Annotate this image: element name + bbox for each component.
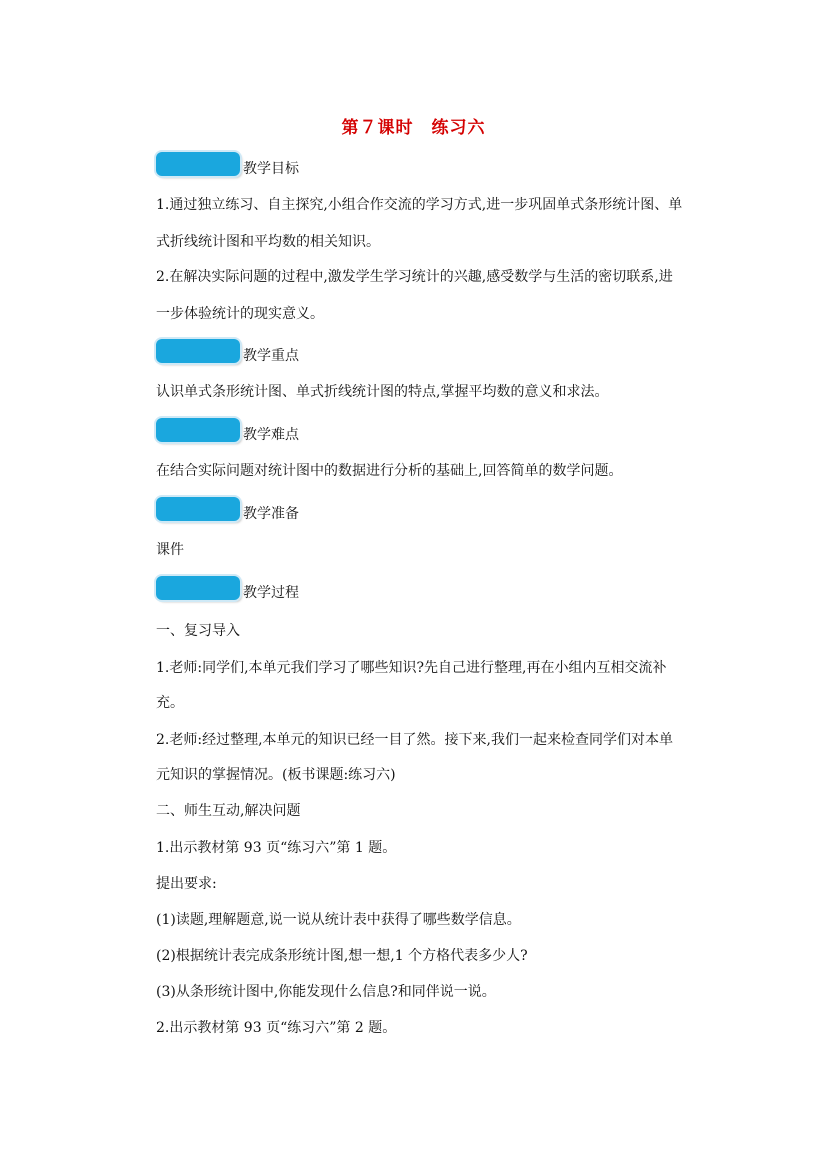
goal-1-line-1: 1.通过独立练习、自主探究,小组合作交流的学习方式,进一步巩固单式条形统计图、单	[156, 197, 683, 213]
process-part-2-heading: 二、师生互动,解决问题	[156, 803, 301, 819]
process-q1: 1.出示教材第 93 页“练习六”第 1 题。	[156, 840, 397, 856]
section-label-difficulty: 教学难点	[243, 427, 299, 443]
process-q2: 2.出示教材第 93 页“练习六”第 2 题。	[156, 1020, 397, 1036]
section-label-prep: 教学准备	[243, 506, 299, 522]
section-header-key	[156, 339, 456, 367]
section-label-process: 教学过程	[243, 585, 299, 601]
process-p2-line-1: 2.老师:经过整理,本单元的知识已经一目了然。接下来,我们一起来检查同学们对本单	[156, 732, 673, 748]
prep-text: 课件	[156, 542, 184, 558]
process-p2-line-2: 元知识的掌握情况。(板书课题:练习六)	[156, 767, 396, 783]
section-marker-bar	[156, 152, 240, 176]
section-marker-bar	[156, 339, 240, 363]
section-header-goals	[156, 152, 456, 180]
section-label-key: 教学重点	[243, 348, 299, 364]
process-requirement-1: (1)读题,理解题意,说一说从统计表中获得了哪些数学信息。	[156, 912, 521, 928]
goal-1-line-2: 式折线统计图和平均数的相关知识。	[156, 234, 380, 250]
section-marker-bar	[156, 418, 240, 442]
section-header-prep	[156, 497, 456, 525]
section-marker-bar	[156, 576, 240, 600]
process-requirement-label: 提出要求:	[156, 876, 217, 892]
difficulty-text: 在结合实际问题对统计图中的数据进行分析的基础上,回答简单的数学问题。	[156, 463, 623, 479]
key-text: 认识单式条形统计图、单式折线统计图的特点,掌握平均数的意义和求法。	[156, 384, 609, 400]
process-requirement-2: (2)根据统计表完成条形统计图,想一想,1 个方格代表多少人?	[156, 948, 528, 964]
process-part-1-heading: 一、复习导入	[156, 623, 240, 639]
process-p1-line-2: 充。	[156, 695, 184, 711]
process-requirement-3: (3)从条形统计图中,你能发现什么信息?和同伴说一说。	[156, 984, 496, 1000]
section-header-difficulty	[156, 418, 456, 446]
lesson-title: 第７课时 练习六	[341, 118, 486, 138]
goal-2-line-1: 2.在解决实际问题的过程中,激发学生学习统计的兴趣,感受数学与生活的密切联系,进	[156, 269, 673, 285]
process-p1-line-1: 1.老师:同学们,本单元我们学习了哪些知识?先自己进行整理,再在小组内互相交流补	[156, 660, 667, 676]
section-header-process	[156, 576, 456, 604]
section-marker-bar	[156, 497, 240, 521]
section-label-goals: 教学目标	[243, 161, 299, 177]
goal-2-line-2: 一步体验统计的现实意义。	[156, 306, 324, 322]
